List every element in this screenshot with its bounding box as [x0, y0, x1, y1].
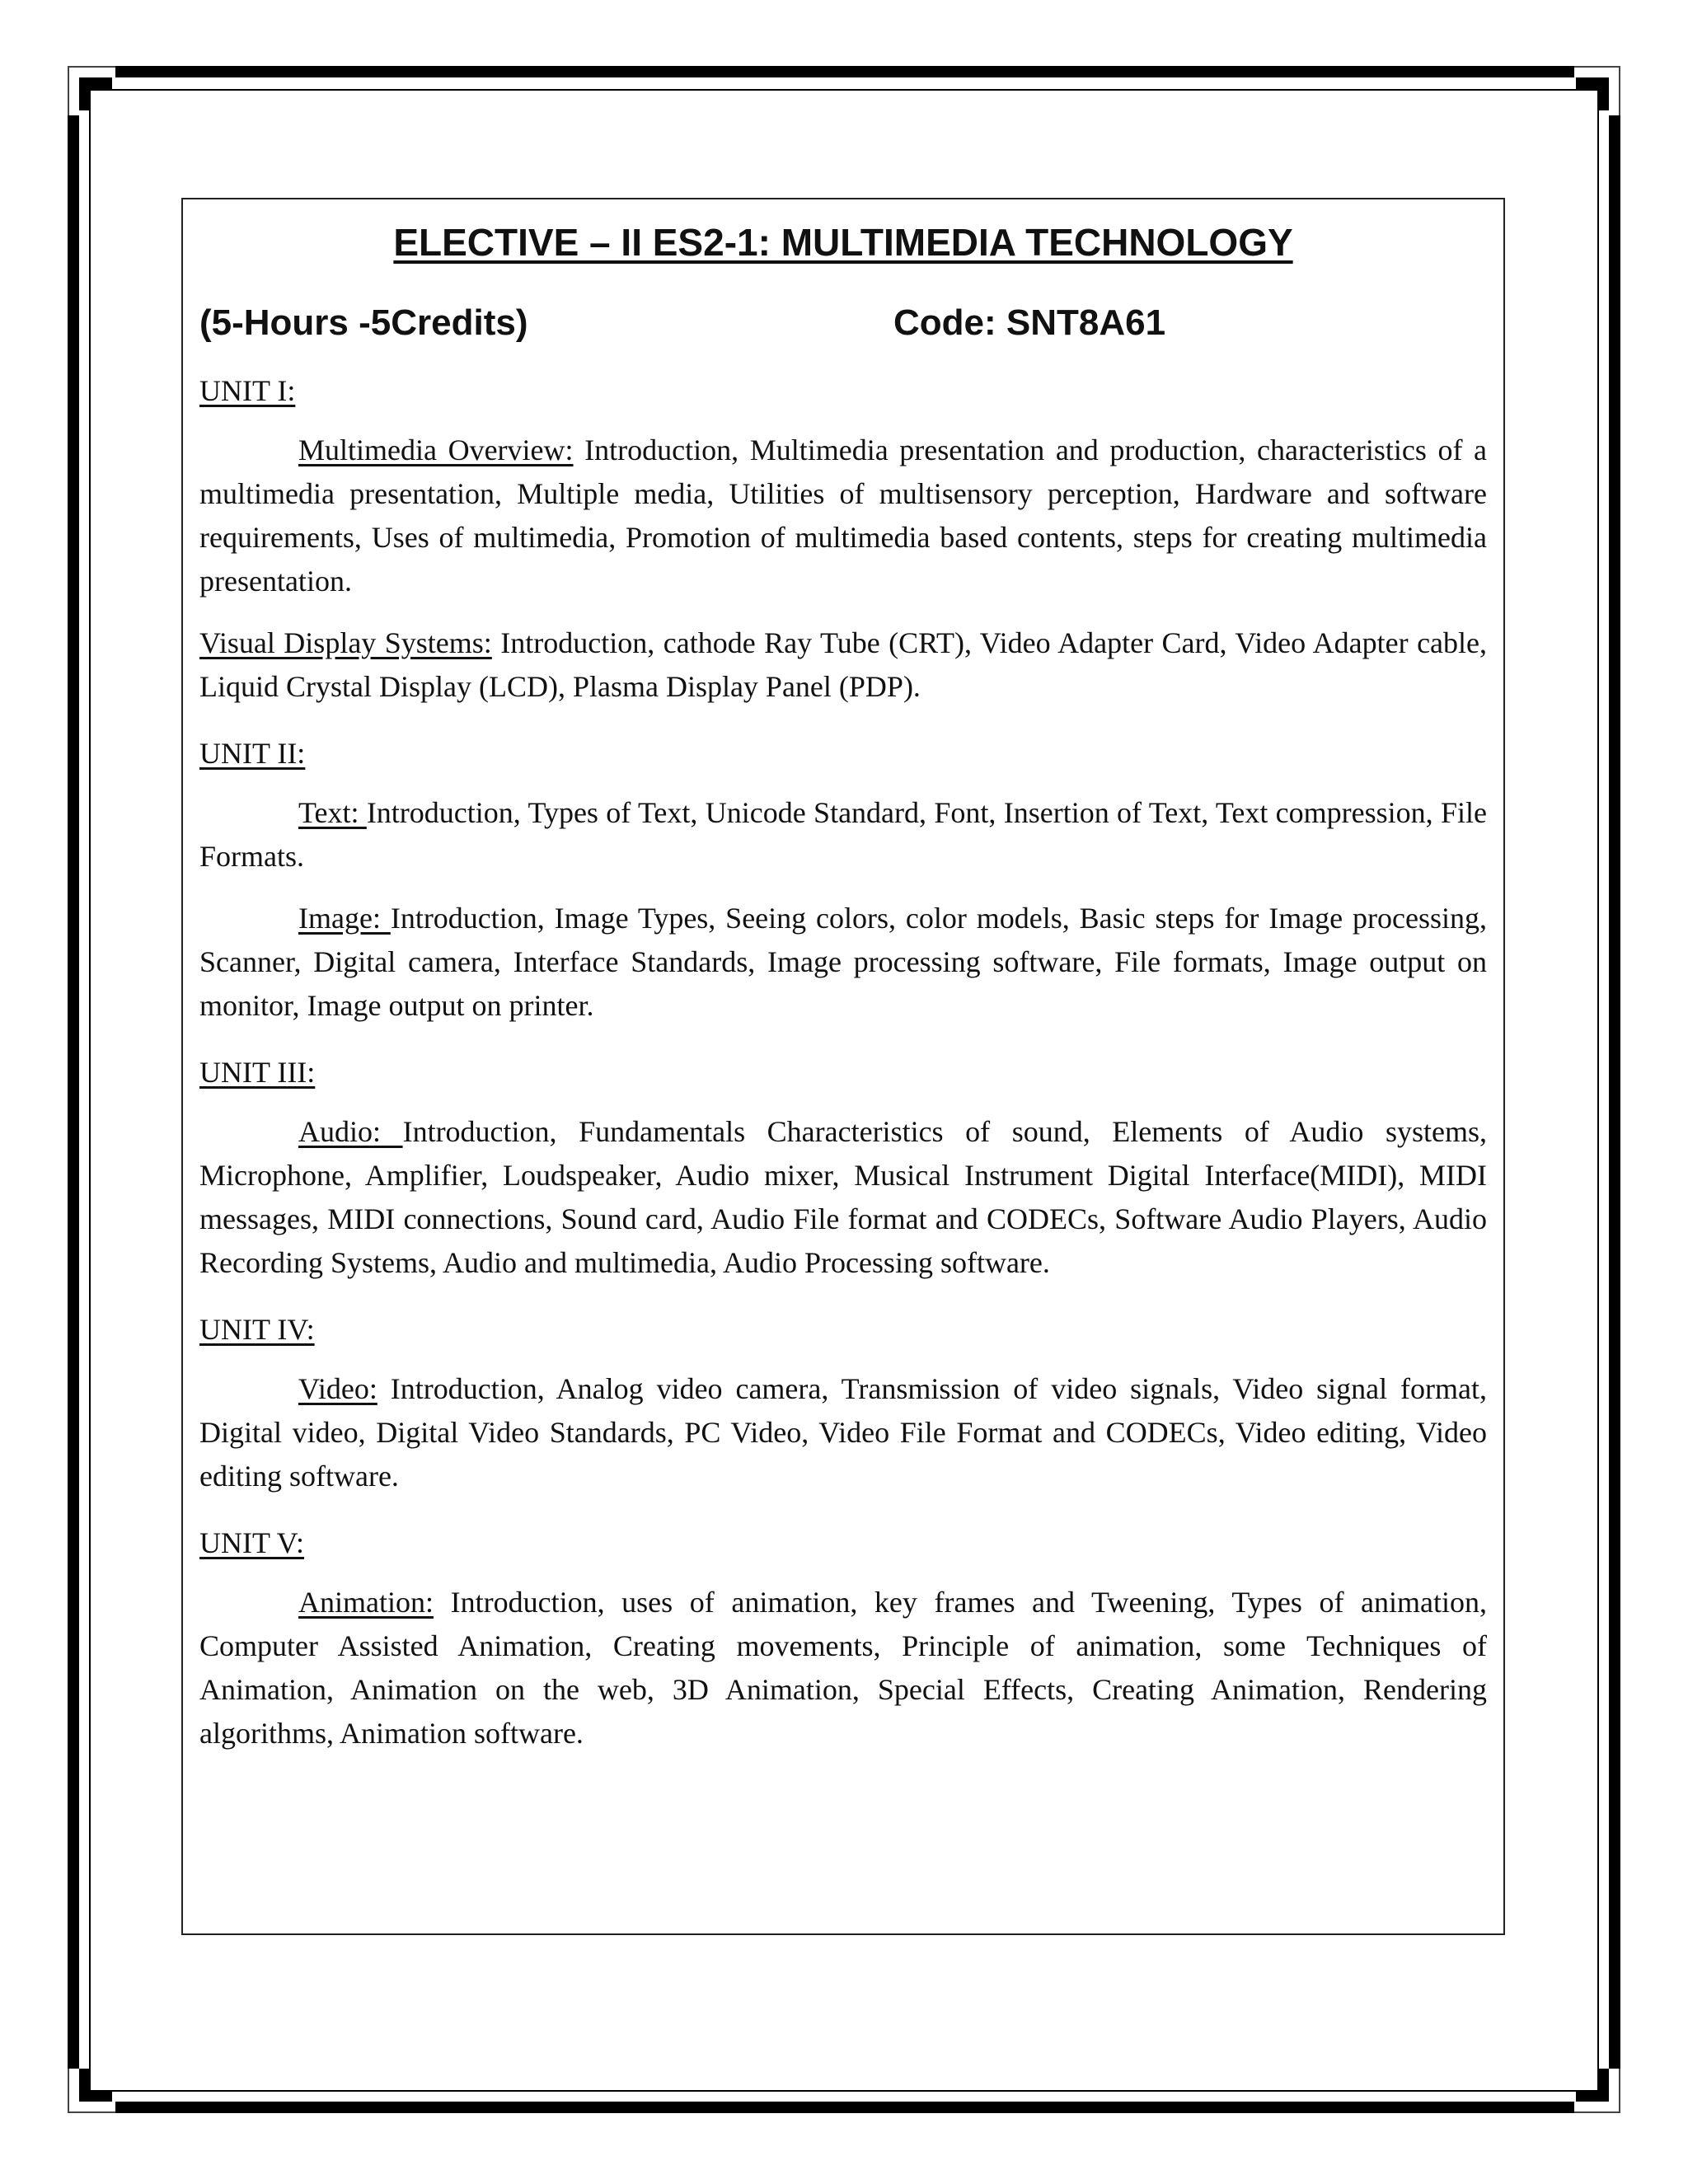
hours-credits: (5-Hours -5Credits): [199, 302, 528, 343]
topic-content: Introduction, Multimedia presentation and production, characteristics of a multimedia presentation, Multiple media, Utilities of multisensory perception, Hardware and software requirements, Uses of multimedia, Promotion of multimedia based contents, steps for creating multimedia presentation.: [199, 434, 1488, 598]
syllabus-box: [181, 198, 1505, 1935]
topic-title: Animation:: [298, 1586, 434, 1619]
course-info: [199, 300, 1487, 346]
topic-title: Visual Display Systems:: [199, 626, 492, 659]
topic-content: Introduction, Types of Text, Unicode Standard, Font, Insertion of Text, Text compression, File Formats.: [199, 796, 1487, 873]
page-border-right: [1609, 115, 1620, 2069]
syllabus-paragraph: [199, 791, 1487, 879]
title-text: ELECTIVE – II ES2-1: MULTIMEDIA TECHNOLOGY: [393, 221, 1293, 264]
topic-content: Introduction, Image Types, Seeing colors, color models, Basic steps for Image processing, Scanner, Digital camera, Interface Standards, Image processing software, File formats, Image output on monitor, Image output on printer.: [199, 902, 1487, 1022]
topic-content: Introduction, Fundamentals Characteristics of sound, Elements of Audio systems, Microphone, Amplifier, Loudspeaker, Audio mixer, Musical Instrument Digital Interface(MIDI), MIDI messages, MIDI connections, Sound card, Audio File format and CODECs, Software Audio Players, Audio Recording Systems, Audio and multimedia, Audio Processing software.: [199, 1115, 1487, 1279]
topic-title: Video:: [298, 1372, 377, 1405]
unit-heading: UNIT I:: [199, 374, 296, 407]
unit-heading: UNIT II:: [199, 737, 306, 770]
syllabus-paragraph: [199, 1581, 1487, 1755]
syllabus-paragraph: [199, 621, 1487, 709]
topic-content: Introduction, Analog video camera, Transmission of video signals, Video signal format, Digital video, Digital Video Standards, PC Video, Video File Format and CODECs, Video editing, Video editing software.: [199, 1372, 1488, 1493]
unit-heading: UNIT III:: [199, 1056, 316, 1089]
page-border-top: [115, 66, 1574, 77]
syllabus-paragraph: [199, 1110, 1487, 1285]
topic-content: Introduction, uses of animation, key frames and Tweening, Types of animation, Computer Assisted Animation, Creating movements, Principle of animation, some Techniques of Animation, Animation on the web, 3D Animation, Special Effects, Creating Animation, Rendering algorithms, Animation software.: [199, 1586, 1487, 1750]
topic-title: Multimedia Overview:: [298, 434, 574, 466]
course-code: Code: SNT8A61: [893, 302, 1166, 343]
units-container: [199, 371, 1487, 1755]
page-border-bottom: [115, 2102, 1574, 2113]
page-title: [199, 218, 1487, 267]
unit-heading: UNIT V:: [199, 1526, 305, 1559]
page-border-corner: [1597, 2069, 1609, 2102]
syllabus-paragraph: [199, 897, 1487, 1028]
page-border-corner: [1597, 77, 1609, 110]
syllabus-paragraph: [199, 1367, 1487, 1498]
topic-title: Image:: [298, 902, 391, 935]
topic-content: Introduction, cathode Ray Tube (CRT), Video Adapter Card, Video Adapter cable, Liquid Crystal Display (LCD), Plasma Display Panel (PDP).: [199, 626, 1488, 703]
unit-heading: UNIT IV:: [199, 1313, 315, 1346]
topic-title: Audio:: [298, 1115, 403, 1148]
topic-title: Text:: [298, 796, 367, 829]
page-border-left: [68, 115, 79, 2069]
syllabus-paragraph: [199, 429, 1487, 603]
